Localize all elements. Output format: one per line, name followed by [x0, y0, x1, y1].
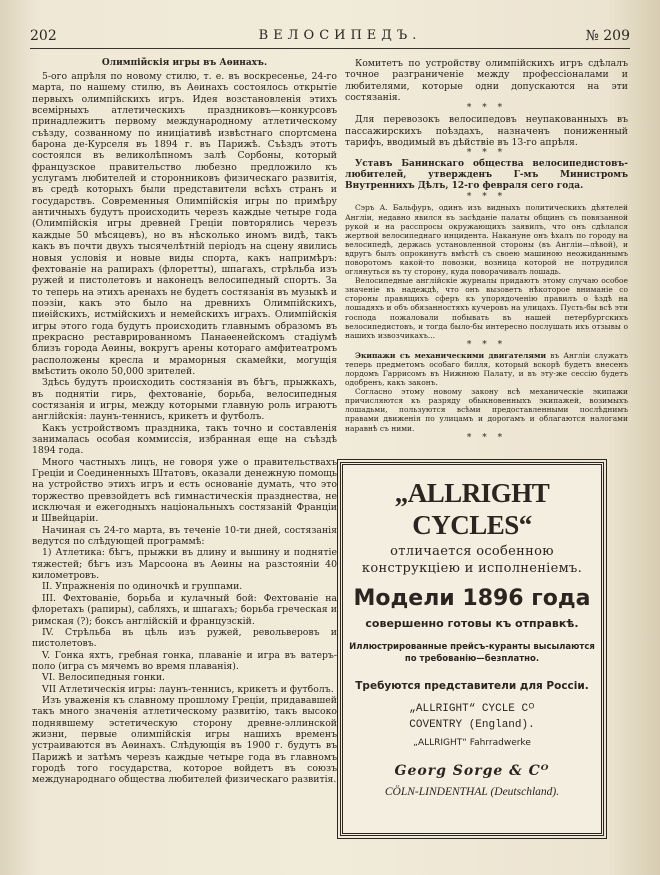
page-header: [30, 28, 630, 46]
header-rule: [30, 48, 630, 49]
article-paragraph: Здѣсь будутъ происходить состязанія въ бѣгъ, прыжкахъ, въ поднятіи гирь, фехтованіе, борьба, велосипедныя состязанія и игры, между которыми главную роль играютъ англійскія: лаунъ-теннисъ, крикетъ и футболъ.: [32, 377, 337, 423]
ustav-note: Уставъ Банинскаго общества велосипедистовъ-любителей, утвержденъ Г-мъ Министромъ Внутреннихъ Дѣлъ, 12-го февраля сего года.: [345, 159, 628, 192]
left-column: [32, 58, 337, 786]
program-item: III. Фехтованіе, борьба и кулачный бой: Фехтованіе на флоретахъ (рапиры), сабляхъ, и шпагахъ; борьба греческая и римская (?); боксъ англійскій и французскій.: [32, 592, 337, 627]
program-item: IV. Стрѣльба въ цѣль изъ ружей, револьверовъ и пистолетовъ.: [32, 626, 337, 650]
section-divider: * * *: [466, 192, 507, 203]
journal-title: ВЕЛОСИПЕДЪ.: [258, 28, 422, 43]
program-item: VI. Велосипедныя гонки.: [42, 672, 166, 684]
ad-models: Модели 1896 года: [353, 586, 591, 611]
program-item: V. Гонка яхтъ, гребная гонка, плаваніе и игра въ ватеръ-поло (игра съ мячемъ во время плаванія).: [32, 649, 337, 672]
ad-city: CÖLN-LINDENTHAL (Deutschland).: [384, 786, 560, 798]
balfour-note: Сэръ А. Бальфуръ, одинъ изъ видныхъ политическихъ дѣятелей Англіи, недавно явился въ засѣданіе палаты общинъ съ повязанной рукой и на расспросы окружающихъ заявилъ, что онъ сдѣлался жертвой велосипеднаго инцидента. Накануне онъ ѣхалъ по городу на велосипедѣ, держась установленной стороны (въ Англіи—лѣвой), и вдругъ былъ опрокинутъ вмѣстѣ съ своею машиною неожиданнымъ поворотомъ какой-то повозки, возница которой не потрудился оглянуться въ ту сторону, куда поворачивалъ лошадь.: [345, 203, 628, 277]
tariff-note: Для перевозокъ велосипедовъ неупакованныхъ въ пассажирскихъ поѣздахъ, назначенъ пониженный тарифъ, вводимый въ дѣйствіе въ 13-го апрѣля.: [345, 114, 628, 149]
program-item: 1) Атлетика: бѣгъ, прыжки въ длину и вышину и поднятіе тяжестей; бѣгъ изъ Марсоона въ Аѳины на разстояніи 40 километровъ.: [32, 547, 337, 582]
article-heading: Олимпійскія игры въ Аѳинахъ.: [101, 58, 268, 68]
section-divider: * * *: [466, 432, 507, 443]
page-number: 202: [30, 28, 57, 44]
program-item: VII Атлетическія игры: лаунъ-теннисъ, крикетъ и футболъ.: [42, 683, 334, 695]
ad-prices: Иллюстрированные прейсъ-куранты высылаются по требованію—безплатно.: [349, 642, 595, 664]
section-divider: * * *: [466, 148, 507, 159]
program-item: II. Упражненія по одиночкѣ и группами.: [42, 581, 243, 593]
engines-note: [345, 351, 628, 387]
article-paragraph: Начиная съ 24-го марта, въ теченіе 10-ти дней, состязанія ведутся по слѣдующей программѣ:: [32, 524, 337, 548]
ad-agents: Требуются представители для Россіи.: [355, 680, 589, 692]
committee-note: Комитетъ по устройству олимпійскихъ игръ сдѣлалъ точное разграниченіе между профессіоналами и любителями, которые одни допускаются на эти состязанія.: [345, 58, 628, 104]
right-column: [345, 58, 628, 444]
engines-text: въ Англіи служатъ теперь предметомъ особаго билля, который вскорѣ будетъ внесенъ лордомъ Гаррисомъ въ Нижнюю Палату, и въ эту-же сессію будетъ одобренъ, какъ законъ.: [345, 350, 628, 388]
ad-tagline: отличается особенною конструкціею и исполненіемъ.: [361, 544, 583, 576]
ad-fahrradwerke: „ALLRIGHT“ Fahrradwerke: [413, 738, 531, 748]
ad-coventry: COVENTRY (England).: [409, 719, 535, 731]
article-paragraph: 5-ого апрѣля по новому стилю, т. е. въ воскресенье, 24-го марта, по нашему стилю, въ Аѳинахъ состоялось открытіе первыхъ олимпійскихъ игръ. Идея возстановленія этихъ всемірныхъ атлетическихъ праздниковъ—конкурсовъ принадлежитъ первому международному атлетическому съѣзду, созванному по иниціативѣ извѣстнаго спортсмена барона де-Курселя въ 1894 г. въ Парижѣ. Съѣздъ этотъ состоялся въ великолѣпномъ залѣ Сорбоны, который французское правительство любезно предложило къ услугамъ любителей и сторонниковъ физическаго развитія, въ средѣ которыхъ были представители всѣхъ странъ и государствъ. Современныя Олимпійскія игры по примѣру античныхъ будутъ происходить черезъ каждые четыре года (Олимпійскія игры древней Греціи повторялись черезъ каждые 50 мѣсяцевъ), но въ нѣсколько иномъ видѣ, такъ какъ въ почти двухъ тысячелѣтній періодъ на сцену явились новыя условія и новые виды спорта, какъ напримѣръ: фехтованіе на рапирахъ (флоретты), шпагахъ, стрѣльба изъ ружей и пистолетовъ и наконецъ велосипедный спортъ. За то теперь на этихъ аренахъ не будетъ состязанія въ музыкѣ и поэзіи, какъ это было на древнихъ Олимпійскихъ, пиѳійскихъ, истмійскихъ и немейскихъ играхъ. Олимпійскія игры этого года будутъ происходить главнымъ образомъ въ прекрасно реставрированномъ Панаѳенейскомъ стадіумѣ близъ города Аѳины, вокругъ арены котораго амфитеатромъ расположены кресла и мраморныя скамейки, могущія вмѣстить около 50,000 зрителей.: [32, 71, 337, 377]
article-paragraph: Много частныхъ лицъ, не говоря уже о правительствахъ Греціи и Соединенныхъ Штатовъ, оказали денежную помощь на устройство этихъ игръ и есть основаніе думать, что это торжество превзойдетъ всѣ гимнастическія празднества, не исключая и ежегодныхъ національныхъ состязаній Франціи и Швейцаріи.: [32, 456, 337, 525]
ad-ready: совершенно готовы къ отправкѣ.: [365, 617, 579, 630]
section-divider: * * *: [466, 339, 507, 350]
allright-cycles-advertisement: [340, 462, 604, 836]
section-divider: * * *: [466, 103, 507, 114]
ad-company: „ALLRIGHT“ CYCLE Cᴼ: [409, 703, 535, 715]
law-note: Согласно этому новому закону всѣ механическіе экипажи причисляются къ разряду обыкновенныхъ экипажей, возимыхъ лошадьми, пользуются всѣми предоставленными послѣднимъ правами движенія по улицамъ и дорогамъ и облагаются налогами наравнѣ съ ними.: [345, 387, 628, 433]
article-closing: Изъ уваженія къ славному прошлому Греціи, придававшей такъ много значенія атлетическому развитію, такъ высоко поднявшему эстетическую сторону древне-эллинской жизни, первые олимпійскія игры нашихъ временъ устраиваются въ Аѳинахъ. Слѣдующія въ 1900 г. будутъ въ Парижѣ и затѣмъ черезъ каждые четыре года въ главномъ городѣ того государства, которое войдетъ въ союзъ международнаго общества любителей физическаго развитія.: [32, 694, 337, 786]
journals-note: Велосипедные англійскіе журналы придаютъ этому случаю особое значеніе въ надеждѣ, что онъ вызоветъ нѣкоторое вниманіе со стороны правящихъ сферъ къ упорядоченію правилъ о ѣздѣ на лошадяхъ и объ обязанностяхъ кучеровъ на улицахъ. Пусть-бы всѣ эти господа пожаловали побывать въ нашей петербургскихъ велосипедистовъ, и тогда было-бы интересно послушать ихъ отзывы о нашихъ извозчикахъ...: [345, 276, 628, 340]
issue-number: № 209: [585, 28, 630, 44]
ad-brand: „ALLRIGHT CYCLES“: [394, 478, 550, 540]
engines-heading: Экипажи съ механическими двигателями: [355, 350, 547, 360]
ad-georg-sorge: Georg Sorge & Cᴼ: [394, 763, 550, 779]
article-paragraph: Какъ устройствомъ праздника, такъ точно и составленія занималась особая коммиссія, избранная еще на съѣздѣ 1894 года.: [32, 422, 337, 457]
